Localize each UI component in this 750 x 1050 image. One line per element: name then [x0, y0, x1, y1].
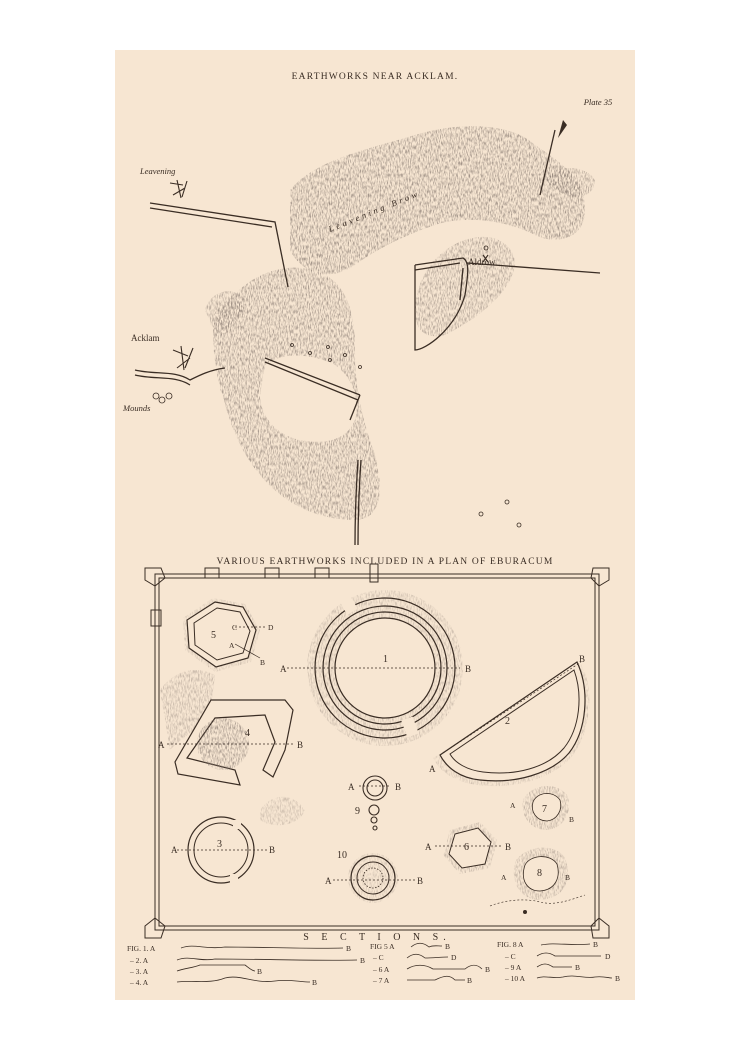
fig8-b: B	[565, 873, 571, 882]
fig7-a: A	[510, 801, 516, 810]
bottom-title: VARIOUS EARTHWORKS INCLUDED IN A PLAN OF EBURACUM	[216, 557, 554, 567]
fig1-b: B	[465, 664, 472, 674]
fig1-number: 1	[383, 654, 388, 665]
section-row-end: B	[346, 944, 352, 953]
fig9-a: A	[348, 782, 355, 792]
label-acklam: Acklam	[131, 333, 160, 343]
section-row-label: – 7 A	[373, 976, 390, 985]
fig9-b: B	[395, 782, 402, 792]
plate-number: Plate 35	[583, 97, 613, 107]
figure-9-earthwork	[359, 776, 391, 830]
north-arrow	[558, 120, 567, 138]
plate-drawing	[115, 50, 635, 1000]
fig1-a: A	[280, 664, 287, 674]
section-row-label: – 3. A	[130, 967, 149, 976]
section-row-label: – 9 A	[505, 963, 522, 972]
section-row-end: B	[257, 967, 263, 976]
fig6-b: B	[505, 842, 512, 852]
fig4-number: 4	[245, 728, 250, 739]
label-leavening-brow: Leavening Brow	[327, 188, 422, 234]
section-row-end: D	[605, 952, 611, 961]
fig5-number: 5	[211, 630, 216, 641]
sections-title: S E C T I O N S.	[303, 932, 451, 943]
section-row-label: – 4. A	[130, 978, 149, 987]
section-row-end: B	[485, 965, 491, 974]
fig9-number: 9	[355, 806, 360, 817]
sections-col2	[370, 942, 490, 985]
figure-6-earthwork	[435, 822, 503, 874]
fig6-number: 6	[464, 842, 469, 853]
sections-col1	[127, 944, 365, 987]
fig5-b: B	[260, 658, 266, 667]
fig2-number: 2	[505, 716, 510, 727]
fig8-number: 8	[537, 868, 542, 879]
label-aldrow: Aldrow	[468, 257, 496, 267]
section-row-label: – 2. A	[130, 956, 149, 965]
section-row-end: B	[593, 940, 599, 949]
hill-hachures	[205, 126, 595, 520]
figure-1-earthwork	[287, 590, 463, 746]
fig5-d: D	[268, 623, 274, 632]
fig4-b: B	[297, 740, 304, 750]
section-row-label: – C	[373, 953, 384, 962]
section-row-label: – C	[505, 952, 516, 961]
fig2-b: B	[579, 654, 586, 664]
section-row-end: B	[615, 974, 621, 983]
fig3-a: A	[171, 845, 178, 855]
figure-3-earthwork	[177, 817, 267, 884]
fig10-number: 10	[337, 850, 347, 861]
fig8-a: A	[501, 873, 507, 882]
fig7-number: 7	[542, 804, 547, 815]
figure-5-earthwork	[183, 598, 267, 672]
section-row-label: – 10 A	[505, 974, 526, 983]
fig5-a: A	[229, 641, 235, 650]
section-row-end: B	[312, 978, 318, 987]
section-row-end: B	[445, 942, 451, 951]
label-mounds: Mounds	[123, 403, 151, 413]
fig3-number: 3	[217, 839, 222, 850]
section-row-label: FIG. 8 A	[497, 940, 524, 949]
label-leavening: Leavening	[140, 166, 176, 176]
section-row-label: – 6 A	[373, 965, 390, 974]
fig7-b: B	[569, 815, 575, 824]
section-row-label: FIG 5 A	[370, 942, 395, 951]
section-row-end: B	[467, 976, 473, 985]
fig3-b: B	[269, 845, 276, 855]
section-row-label: FIG. 1. A	[127, 944, 156, 953]
section-row-end: D	[451, 953, 457, 962]
figure-4-earthwork	[160, 670, 305, 825]
fig6-a: A	[425, 842, 432, 852]
sections-col3	[497, 940, 620, 983]
fig5-c: C	[232, 623, 238, 632]
fig10-b: B	[417, 876, 424, 886]
fig10-a: A	[325, 876, 332, 886]
engraved-plate	[115, 50, 635, 1000]
fig4-a: A	[158, 740, 165, 750]
section-row-end: B	[575, 963, 581, 972]
section-row-end: B	[360, 956, 366, 965]
fig2-a: A	[429, 764, 436, 774]
top-title: EARTHWORKS NEAR ACKLAM.	[291, 72, 459, 82]
